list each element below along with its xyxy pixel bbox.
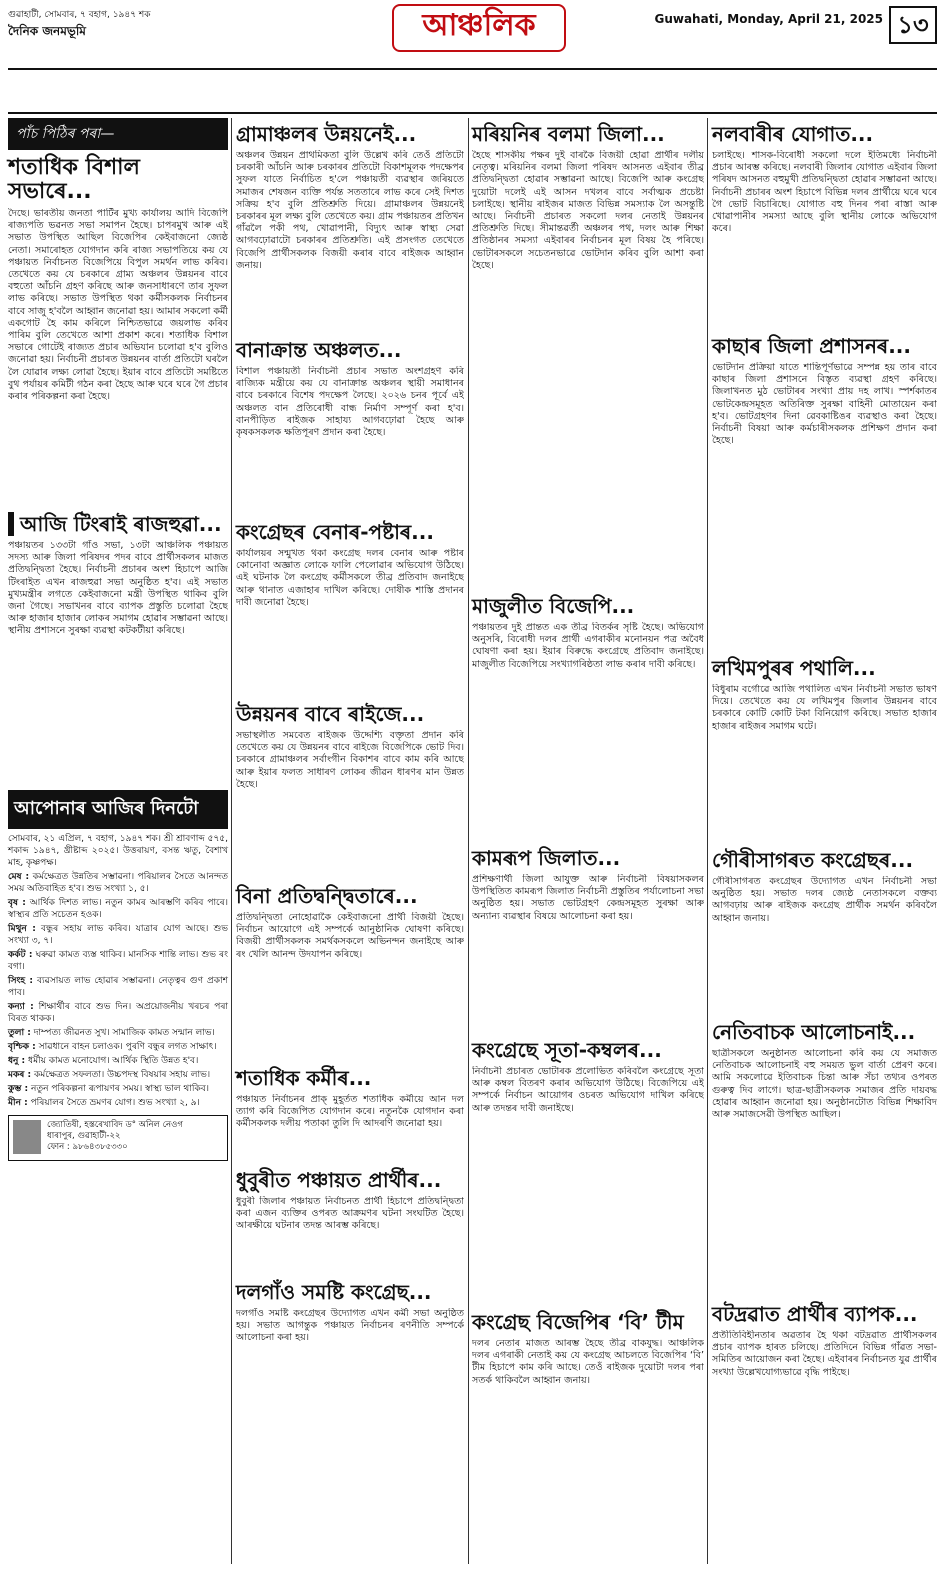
- paper-name: দৈনিক জনমভূমি: [8, 24, 86, 38]
- masthead-rule-2: [8, 112, 937, 114]
- article-body: প্ৰতীতিবিহীনতাৰ অৱতাৰ হৈ থকা বটদ্ৰৱাত প্ৰাৰ্থীসকলৰ প্ৰচাৰ ব্যাপক হাৰত চলিছে। প্ৰতিদিনে বিভিন্ন গাঁৱত সভা-সমিতিৰ আয়োজন কৰা হৈছে। এইবাৰৰ নিৰ্বাচনত যুৱ প্ৰাৰ্থীৰ সংখ্যা উল্লেখযোগ্যভাৱে বৃদ্ধি পাইছে।: [712, 1330, 937, 1378]
- zodiac-entry: তুলা : দাম্পত্য জীৱনত সুখ। সামাজিক কামত সন্মান লাভ।: [8, 1028, 215, 1038]
- zodiac-entry: মেষ : কৰ্মক্ষেত্ৰত উন্নতিৰ সম্ভাৱনা। পৰিয়ালৰ সৈতে আনন্দত সময় অতিবাহিত হ'ব। শুভ সংখ্যা ১, ৫।: [8, 872, 228, 894]
- headline: কাছাৰ জিলা প্ৰশাসনৰ...: [712, 334, 911, 358]
- column-divider: [231, 118, 232, 1564]
- headline: মৰিয়নিৰ বলমা জিলা...: [472, 122, 665, 146]
- article-body: পঞ্চায়ত নিৰ্বাচনৰ প্ৰাক্ মুহূৰ্তত শতাধিক কৰ্মীয়ে আন দল ত্যাগ কৰি বিজেপিত যোগদান কৰে। নতুনকৈ যোগদান কৰা কৰ্মীসকলক দলীয় পতাকা তুলি দি আদৰণি জনোৱা হয়।: [236, 1094, 464, 1130]
- article-body: কাৰ্যালয়ৰ সন্মুখত থকা কংগ্ৰেছ দলৰ বেনাৰ আৰু পষ্টাৰ কোনোবা অজ্ঞাত লোকে ফালি পেলোৱাৰ অভিযোগ উঠিছে। এই ঘটনাক লৈ কংগ্ৰেছ কৰ্মীসকলে তীব্ৰ প্ৰতিবাদ জনাইছে আৰু থানাত এজাহাৰ দাখিল কৰিছে। দোষীক শাস্তি প্ৰদানৰ দাবী জনোৱা হৈছে।: [236, 548, 464, 608]
- article-body: নিৰ্বাচনী প্ৰচাৰত ভোটাৰক প্ৰলোভিত কৰিবলৈ কংগ্ৰেছে সূতা আৰু কম্বল বিতৰণ কৰাৰ অভিযোগ উঠিছে। বিজেপিয়ে এই সম্পৰ্কে নিৰ্বাচন আয়োগৰ ওচৰত অভিযোগ দাখিল কৰিছে আৰু তদন্তৰ দাবী জনাইছে।: [472, 1066, 704, 1114]
- article-body: সভাস্থলীত সমবেত ৰাইজক উদ্দেশ্যি বক্তৃতা প্ৰদান কৰি তেখেতে কয় যে উন্নয়নৰ বাবে ৰাইজে বিজেপিকে ভোট দিব। চৰকাৰে গ্ৰামাঞ্চলৰ সৰ্বাংগীন বিকাশৰ বাবে কাম কৰি আছে আৰু ইয়াৰ ফলত সাধাৰণ লোকৰ জীৱন ধাৰণৰ মান উন্নত হৈছে।: [236, 730, 464, 790]
- continued-banner: পাঁচ পিঠিৰ পৰা—: [8, 118, 228, 150]
- horoscope-date: সোমবাৰ, ২১ এপ্ৰিল, ৭ বহাগ, ১৯৪৭ শক। শ্ৰী শ্ৰাবণাব্দ ৫৭৫, শকাব্দ ১৯৪৭, খ্ৰীষ্টাব্দ ২০২৫। উত্তৰায়ণ, বসন্ত ঋতু, বৈশাখ মাহ, কৃষ্ণপক্ষ।: [8, 834, 228, 868]
- headline: নেতিবাচক আলোচনাই...: [712, 1020, 916, 1044]
- headline: শতাধিক বিশাল সভাৰে...: [8, 155, 140, 204]
- masthead-left: [8, 8, 151, 38]
- masthead: [0, 0, 945, 100]
- headline: কামৰূপ জিলাত...: [472, 846, 621, 870]
- article-body: দলগাঁও সমষ্টি কংগ্ৰেছৰ উদ্যোগত এখন কৰ্মী সভা অনুষ্ঠিত হয়। সভাত আগন্তুক পঞ্চায়ত নিৰ্বাচনৰ ৰণনীতি সম্পৰ্কে আলোচনা কৰা হয়।: [236, 1308, 464, 1344]
- zodiac-entry: কন্যা : শিক্ষাৰ্থীৰ বাবে শুভ দিন। অপ্ৰয়োজনীয় খৰচৰ পৰা বিৰত থাকক।: [8, 1002, 228, 1024]
- zodiac-entry: মিথুন : বন্ধুৰ সহায় লাভ কৰিব। যাত্ৰাৰ যোগ আছে। শুভ সংখ্যা ৩, ৭।: [8, 924, 228, 946]
- date-line: গুৱাহাটী, সোমবাৰ, ৭ বহাগ, ১৯৪৭ শক: [8, 10, 151, 20]
- article-body: বিধুৰাম বৰ্গোৱে আজি পথালিত এখন নিৰ্বাচনী সভাত ভাষণ দিয়ে। তেখেতে কয় যে লখিমপুৰ জিলাৰ উন্নয়নৰ বাবে চৰকাৰে কোটি কোটি টকা বিনিয়োগ কৰিছে। সভাত হাজাৰ হাজাৰ ৰাইজৰ সমাগম ঘটে।: [712, 684, 937, 732]
- article-body: বিশাল পঞ্চায়তী নিৰ্বাচনী প্ৰচাৰ সভাত অংশগ্ৰহণ কৰি ৰাজ্যিক মন্ত্ৰীয়ে কয় যে বানাক্ৰান্ত অঞ্চলৰ স্থায়ী সমাধানৰ বাবে চৰকাৰে বিশেষ পদক্ষেপ লৈছে। ২০২৬ চনৰ পূৰ্বে এই অঞ্চলত বান প্ৰতিৰোধী বান্ধ নিৰ্মাণ সম্পূৰ্ণ কৰা হ'ব। বানপীড়িত ৰাইজক সাহায্য আগবঢ়োৱা হৈছে আৰু কৃষকসকলক ক্ষতিপূৰণ প্ৰদান কৰা হৈছে।: [236, 366, 464, 439]
- headline: উন্নয়নৰ বাবে ৰাইজে...: [236, 702, 425, 726]
- column-divider: [468, 118, 469, 1564]
- article-body: চলাইছে। শাসক-বিৰোধী সকলো দলে ইতিমধ্যে নিৰ্বাচনী প্ৰচাৰ আৰম্ভ কৰিছে। নলবাৰী জিলাৰ যোগাত এইবাৰ জিলা পৰিষদ আসনত বহুমুখী প্ৰতিদ্বন্দ্বিতা হোৱাৰ সম্ভাৱনা আছে। নিৰ্বাচনী প্ৰচাৰৰ অংশ হিচাপে বিভিন্ন দলৰ প্ৰাৰ্থীয়ে ঘৰে ঘৰে গৈ ভোট বিচাৰিছে। যোগাত বহু দিনৰ পৰা ৰাস্তা আৰু খোৱাপানীৰ সমস্যা আছে বুলি স্থানীয় লোকে অভিযোগ কৰে।: [712, 150, 937, 235]
- article-body: দলৰ নেতাৰ মাজত আৰম্ভ হৈছে তীব্ৰ বাকযুদ্ধ। আঞ্চলিক দলৰ এগৰাকী নেতাই কয় যে কংগ্ৰেছ আচলতে বিজেপিৰ ‘বি’ টীম হিচাপে কাম কৰি আছে। তেওঁ ৰাইজক দুয়োটা দলৰ পৰা সতৰ্ক থাকিবলৈ আহ্বান জনায়।: [472, 1338, 704, 1386]
- masthead-rule: [8, 68, 937, 70]
- column-1: [8, 118, 228, 1161]
- headline: বটদ্ৰৱাত প্ৰাৰ্থীৰ ব্যাপক...: [712, 1302, 918, 1326]
- zodiac-entry: কুম্ভ : নতুন পৰিকল্পনা ৰূপায়ণৰ সময়। স্বাস্থ্য ভাল থাকিব।: [8, 1084, 209, 1094]
- astrologer-phone: ফোন : ৯৮৬৪৩৮৫৩৩০: [47, 1142, 128, 1152]
- headline: শতাধিক কৰ্মীৰ...: [236, 1066, 372, 1090]
- headline: আজি টিংৰাই ৰাজহুৱা...: [8, 512, 228, 536]
- astrologer-card: [8, 1115, 228, 1161]
- column-2: [236, 118, 464, 1368]
- zodiac-entry: মকৰ : কৰ্মক্ষেত্ৰত সফলতা। উচ্চপদস্থ বিষয়াৰ সহায় লাভ।: [8, 1070, 211, 1080]
- article-body: অঞ্চলৰ উন্নয়ন প্ৰাথমিকতা বুলি উল্লেখ কৰি তেওঁ প্ৰতিটো চৰকাৰী আঁচনি আৰু চৰকাৰৰ প্ৰতিটো বিকাশমূলক পদক্ষেপৰ সুফল যাতে নিৰ্বাচিত হ'লে পঞ্চায়তী ব্যৱস্থাৰ জৰিয়তে সমাজৰ শেষজন ব্যক্তি পৰ্যন্ত সততাৰে লাভ কৰে সেই দিশত সক্ৰিয় হ'ব বুলি প্ৰতিশ্ৰুতি দিয়ে। গ্ৰামাঞ্চলৰ উন্নয়নেই চৰকাৰৰ মূল লক্ষ্য বুলি তেখেতে কয়। গ্ৰাম পঞ্চায়তৰ প্ৰতিখন গাঁৱলৈ পকী পথ, খোৱাপানী, বিদ্যুৎ আৰু স্বাস্থ্য সেৱা আগবঢ়োৱাটো চৰকাৰৰ প্ৰতিশ্ৰুতি। এই প্ৰসংগত তেখেতে বিজেপি প্ৰাৰ্থীসকলক বিজয়ী কৰাৰ বাবে ৰাইজক আহ্বান জনায়।: [236, 150, 464, 271]
- article-body: গৌৰীসাগৰত কংগ্ৰেছৰ উদ্যোগত এখন নিৰ্বাচনী সভা অনুষ্ঠিত হয়। সভাত দলৰ জ্যেষ্ঠ নেতাসকলে বক্তব্য আগবঢ়ায় আৰু ৰাইজক কংগ্ৰেছ প্ৰাৰ্থীক সমৰ্থন কৰিবলৈ আহ্বান জনায়।: [712, 876, 937, 924]
- zodiac-entry: সিংহ : ব্যৱসায়ত লাভ হোৱাৰ সম্ভাৱনা। নেতৃত্বৰ গুণ প্ৰকাশ পাব।: [8, 976, 228, 998]
- column-divider: [707, 118, 708, 1564]
- article-body: পঞ্চায়তৰ দুই প্ৰান্তত এক তীব্ৰ বিতৰ্কৰ সৃষ্টি হৈছে। অভিযোগ অনুসৰি, বিৰোধী দলৰ প্ৰাৰ্থী এগৰাকীৰ মনোনয়ন পত্ৰ অবৈধ ঘোষণা কৰা হয়। ইয়াৰ বিৰুদ্ধে কংগ্ৰেছে প্ৰতিবাদ জনাইছে। মাজুলীত বিজেপিয়ে সংখ্যাগৰিষ্ঠতা লাভ কৰাৰ দাবী কৰিছে।: [472, 622, 704, 670]
- headline: কংগ্ৰেছে সূতা-কম্বলৰ...: [472, 1038, 662, 1062]
- headline: ধুবুৰীত পঞ্চায়ত প্ৰাৰ্থীৰ...: [236, 1168, 442, 1192]
- zodiac-entry: বৃষ : আৰ্থিক দিশত লাভ। নতুন কামৰ আৰম্ভণি কৰিব পাৰে। স্বাস্থ্যৰ প্ৰতি সচেতন হওক।: [8, 898, 228, 920]
- zodiac-entry: ধনু : ধৰ্মীয় কামত মনোযোগ। আৰ্থিক স্থিতি উন্নত হ'ব।: [8, 1056, 199, 1066]
- astrologer-name: জ্যোতিষী, হস্তৰেখাবিদ ড° অনিল নেওগ: [47, 1120, 183, 1130]
- section-logo: আঞ্চলিক: [392, 4, 566, 52]
- zodiac-entry: মীন : পৰিয়ালৰ সৈতে ভ্ৰমণৰ যোগ। শুভ সংখ্যা ২, ৯।: [8, 1098, 200, 1108]
- column-4: [712, 118, 937, 1450]
- english-dateline: Guwahati, Monday, April 21, 2025: [654, 12, 883, 26]
- page-number: ১৩: [889, 6, 937, 44]
- article-body: ছাত্ৰীসকলে অনুষ্ঠানত আলোচনা কৰি কয় যে সমাজত নেতিবাচক আলোচনাই বহু সময়ত ভুল বাৰ্তা প্ৰেৰণ কৰে। আমি সকলোৱে ইতিবাচক চিন্তা আৰু সঁচা তথ্যৰ ওপৰত গুৰুত্ব দিব লাগে। ছাত্ৰ-ছাত্ৰীসকলক সমাজৰ প্ৰতি দায়বদ্ধ হোৱাৰ আহ্বান জনোৱা হয়। অনুষ্ঠানটোত বিভিন্ন শিক্ষাবিদ আৰু সমাজসেৱী উপস্থিত আছিল।: [712, 1048, 937, 1121]
- headline: দলগাঁও সমষ্টি কংগ্ৰেছ...: [236, 1280, 432, 1304]
- article-body: ধুবুৰী জিলাৰ পঞ্চায়ত নিৰ্বাচনত প্ৰাৰ্থী হিচাপে প্ৰতিদ্বন্দ্বিতা কৰা এজন ব্যক্তিৰ ওপৰত আক্ৰমণৰ ঘটনা সংঘটিত হৈছে। আৰক্ষীয়ে ঘটনাৰ তদন্ত আৰম্ভ কৰিছে।: [236, 1196, 464, 1232]
- column-3: [472, 118, 704, 1458]
- article-body: প্ৰতিদ্বন্দ্বিতা নোহোৱাকৈ কেইবাজনো প্ৰাৰ্থী বিজয়ী হৈছে। নিৰ্বাচন আয়োগে এই সম্পৰ্কে আনুষ্ঠানিক ঘোষণা কৰিছে। বিজয়ী প্ৰাৰ্থীসকলক সমৰ্থকসকলে অভিনন্দন জনাইছে আৰু ৰং খেলি আনন্দ উদযাপন কৰিছে।: [236, 912, 464, 960]
- astrologer-photo: [13, 1120, 41, 1154]
- zodiac-entry: বৃশ্চিক : সাৱধানে বাহন চলাওক। পুৰণি বন্ধুৰ লগত সাক্ষাৎ।: [8, 1042, 217, 1052]
- zodiac-entry: কৰ্কট : ঘৰুৱা কামত ব্যস্ত থাকিব। মানসিক শান্তি লাভ। শুভ ৰং বগা।: [8, 950, 228, 972]
- headline: গ্ৰামাঞ্চলৰ উন্নয়নেই...: [236, 122, 417, 146]
- headline: নলবাৰীৰ যোগাত...: [712, 122, 874, 146]
- article-body: ভোটদান প্ৰক্ৰিয়া যাতে শান্তিপূৰ্ণভাৱে সম্পন্ন হয় তাৰ বাবে কাছাৰ জিলা প্ৰশাসনে বিস্তৃত ব্যৱস্থা গ্ৰহণ কৰিছে। জিলাখনত মুঠ ভোটাৰৰ সংখ্যা প্ৰায় দহ লাখ। স্পৰ্শকাতৰ ভোটকেন্দ্ৰসমূহত অতিৰিক্ত সুৰক্ষা বাহিনী মোতায়েন কৰা হ'ব। ভোটগ্ৰহণৰ দিনা ৱেবকাষ্টিঙৰ ব্যৱস্থাও কৰা হৈছে। নিৰ্বাচনী বিষয়া আৰু কৰ্মচাৰীসকলক প্ৰশিক্ষণ প্ৰদান কৰা হৈছে।: [712, 362, 937, 447]
- astrologer-address: ধাৰাপুৰ, গুৱাহাটী-২২: [47, 1131, 121, 1141]
- astrologer-details: [47, 1120, 183, 1153]
- headline: বিনা প্ৰতিদ্বন্দ্বিতাৰে...: [236, 884, 418, 908]
- article-body: হৈছে শাসকীয় পক্ষৰ দুই বাৰকৈ বিজয়ী হোৱা প্ৰাৰ্থীৰ দলীয় নেতৃত্ব। মৰিয়নিৰ বলমা জিলা পৰিষদ আসনত এইবাৰ তীব্ৰ প্ৰতিদ্বন্দ্বিতা হোৱাৰ সম্ভাৱনা আছে। বিজেপি আৰু কংগ্ৰেছ দুয়োটা দলেই এই আসন দখলৰ বাবে সৰ্বাত্মক প্ৰচেষ্টা চলাইছে। স্থানীয় ৰাইজৰ মাজত বিভিন্ন সমস্যাক লৈ অসন্তুষ্টি আছে। নিৰ্বাচনী প্ৰচাৰত সকলো দলৰ নেতাই উন্নয়নৰ প্ৰতিশ্ৰুতি দিছে। সীমান্তৱৰ্তী অঞ্চলৰ পথ, দলং আৰু শিক্ষা প্ৰতিষ্ঠানৰ সমস্যা এইবাৰৰ নিৰ্বাচনৰ মূল বিষয় হৈ পৰিছে। ভোটাৰসকলে সচেতনভাৱে ভোটদান কৰিব বুলি আশা কৰা হৈছে।: [472, 150, 704, 271]
- horoscope-list: [8, 871, 228, 1109]
- headline: লখিমপুৰৰ পথালি...: [712, 656, 876, 680]
- headline: কংগ্ৰেছ বিজেপিৰ ‘বি’ টীম: [472, 1310, 684, 1334]
- headline: কংগ্ৰেছৰ বেনাৰ-পষ্টাৰ...: [236, 520, 434, 544]
- article-body: পঞ্চায়তৰ ১৩৩টা গাঁও সভা, ১৩টা আঞ্চলিক পঞ্চায়ত সদস্য আৰু জিলা পৰিষদৰ পদৰ বাবে প্ৰাৰ্থীসকলৰ মাজত প্ৰতিদ্বন্দ্বিতা হৈছে। নিৰ্বাচনী প্ৰচাৰৰ অংশ হিচাপে আজি টিংৰাইত এখন ৰাজহুৱা সভা অনুষ্ঠিত হ'ব। এই সভাত মুখ্যমন্ত্ৰীৰ লগতে কেইবাজনো মন্ত্ৰী উপস্থিত থাকিব বুলি জনা গৈছে। সভাখনৰ বাবে ব্যাপক প্ৰস্তুতি চলোৱা হৈছে আৰু হাজাৰ হাজাৰ লোকৰ সমাগম হোৱাৰ সম্ভাৱনা আছে। স্থানীয় প্ৰশাসনে সুৰক্ষা ব্যৱস্থা কটকটীয়া কৰিছে।: [8, 540, 228, 637]
- headline: মাজুলীত বিজেপি...: [472, 594, 635, 618]
- article-body: প্ৰশিক্ষণাৰ্থী জিলা আযুক্ত আৰু নিৰ্বাচনী বিষয়াসকলৰ উপস্থিতিত কামৰূপ জিলাত নিৰ্বাচনী প্ৰস্তুতিৰ পৰ্যালোচনা সভা অনুষ্ঠিত হয়। সভাত ভোটগ্ৰহণ কেন্দ্ৰসমূহত সুৰক্ষা আৰু অন্যান্য ব্যৱস্থাৰ বিষয়ে আলোচনা কৰা হয়।: [472, 874, 704, 922]
- headline: গৌৰীসাগৰত কংগ্ৰেছৰ...: [712, 848, 914, 872]
- headline: বানাক্ৰান্ত অঞ্চলত...: [236, 338, 402, 362]
- article-body: দৈছে। ভাৰতীয় জনতা পাৰ্টিৰ মুখ্য কাৰ্যালয় আদি বিজেপি ৰাজ্যপতি ভৱনত সভা সমাপন হৈছে। চাপৰমুখ আৰু এই সভাত উপস্থিত আছিল বিজেপিৰ কেইবাজনো জ্যেষ্ঠ নেতা। সমাৰোহত যোগদান কৰি ৰাজ্য সভাপতিয়ে কয় যে পঞ্চায়ত নিৰ্বাচনত বিজেপিয়ে বিপুল সমৰ্থন লাভ কৰিব। তেখেতে কয় যে চৰকাৰে গ্ৰাম্য অঞ্চলৰ উন্নয়নৰ বাবে বহুতো আঁচনি গ্ৰহণ কৰিছে আৰু জনসাধাৰণে তাৰ সুফল লাভ কৰিছে। সভাত উপস্থিত থকা কৰ্মীসকলক নিৰ্বাচনৰ বাবে সাজু হ'বলৈ আহ্বান জনোৱা হয়। আমাৰ সকলো কৰ্মী একগোট হৈ কাম কৰিলে নিশ্চিতভাৱে জয়লাভ কৰিব পাৰিম বুলি তেখেতে আশা প্ৰকাশ কৰে। শতাধিক বিশাল সভাৰে গোটেই ৰাজ্যত প্ৰচাৰ অভিযান চলোৱা হ'ব বুলিও জনোৱা হয়। নিৰ্বাচনী প্ৰচাৰত উন্নয়নৰ বাৰ্তা প্ৰতিটো ঘৰলৈ লৈ যোৱাৰ লক্ষ্য লোৱা হৈছে। ইয়াৰ বাবে প্ৰতিটো সমষ্টিতে বুথ পৰ্যায়ৰ কমিটী গঠন কৰা হৈছে আৰু ঘৰে ঘৰে গৈ প্ৰচাৰ কৰাৰ পৰিকল্পনা কৰা হৈছে।: [8, 208, 228, 403]
- horoscope-title: আপোনাৰ আজিৰ দিনটো: [8, 790, 228, 829]
